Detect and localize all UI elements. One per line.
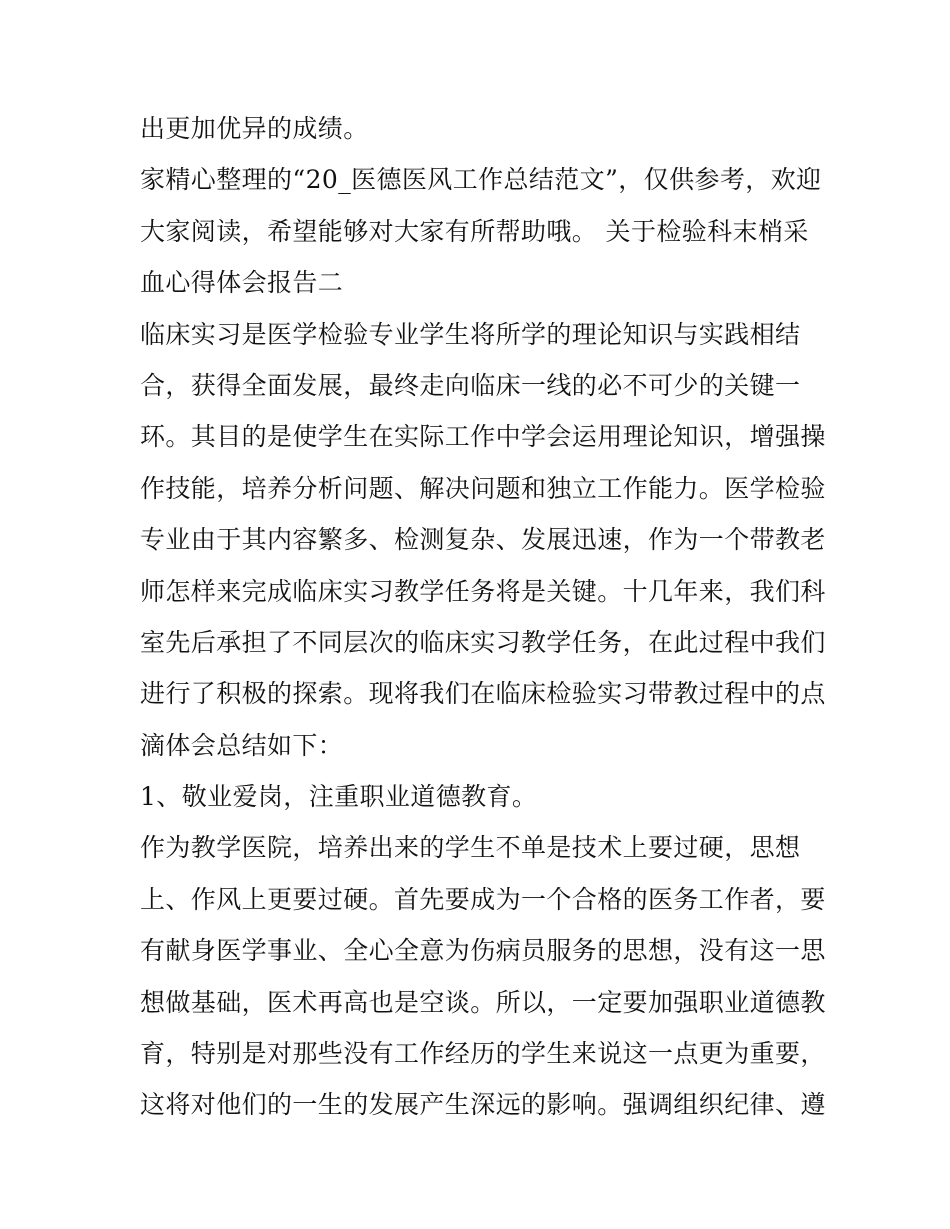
text-line: 家精心整理的“20_医德医风工作总结范文”，仅供参考，欢迎 bbox=[140, 165, 822, 195]
text-line: 师怎样来完成临床实习教学任务将是关键。十几年来，我们科 bbox=[140, 576, 826, 606]
text-line: 作技能，培养分析问题、解决问题和独立工作能力。医学检验 bbox=[140, 473, 826, 503]
text-line: 室先后承担了不同层次的临床实习教学任务，在此过程中我们 bbox=[140, 627, 826, 657]
text-line: 临床实习是医学检验专业学生将所学的理论知识与实践相结 bbox=[140, 319, 801, 349]
text-line: 想做基础，医术再高也是空谈。所以，一定要加强职业道德教 bbox=[140, 987, 826, 1017]
text-line: 合，获得全面发展，最终走向临床一线的必不可少的关键一 bbox=[140, 370, 801, 400]
body-text bbox=[140, 103, 830, 1131]
text-line: 作为教学医院，培养出来的学生不单是技术上要过硬，思想 bbox=[140, 833, 801, 863]
text-line: 大家阅读，希望能够对大家有所帮助哦。 关于检验科末梢采 bbox=[140, 216, 809, 246]
text-line: 环。其目的是使学生在实际工作中学会运用理论知识，增强操 bbox=[140, 422, 826, 452]
text-line: 专业由于其内容繁多、检测复杂、发展迅速，作为一个带教老 bbox=[140, 525, 826, 555]
text-line: 进行了积极的探索。现将我们在临床检验实习带教过程中的点 bbox=[140, 679, 826, 709]
text-line: 出更加优异的成绩。 bbox=[140, 114, 369, 143]
text-line: 滴体会总结如下： bbox=[140, 730, 344, 760]
text-line: 这将对他们的一生的发展产生深远的影响。强调组织纪律、遵 bbox=[140, 1090, 826, 1120]
text-line: 上、作风上更要过硬。首先要成为一个合格的医务工作者，要 bbox=[140, 884, 826, 914]
numbered-heading: 1、敬业爱岗，注重职业道德教育。 bbox=[140, 782, 538, 812]
section-title-line: 血心得体会报告二 bbox=[140, 268, 344, 298]
text-line: 育，特别是对那些没有工作经历的学生来说这一点更为重要， bbox=[140, 1039, 826, 1069]
text-line: 有献身医学事业、全心全意为伤病员服务的思想，没有这一思 bbox=[140, 936, 826, 966]
